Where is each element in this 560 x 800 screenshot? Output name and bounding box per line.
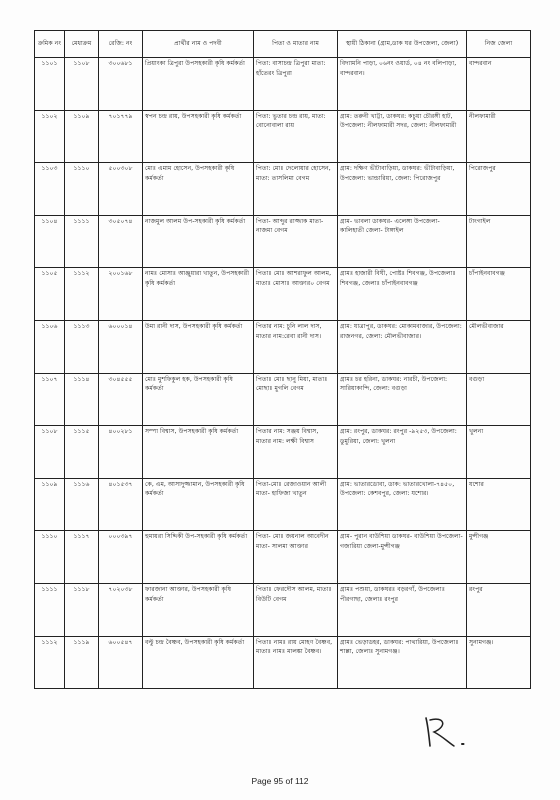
cell-merit: ১১১৩ [65,320,99,373]
cell-merit: ১১১১ [65,215,99,268]
cell-reg-no: ৬০০৫৪৭ [99,636,143,689]
cell-name: নাজমুল আলম উপ-সহকারী কৃষি কর্মকর্তা [143,215,254,268]
table-header-row [35,31,531,58]
cell-name: উমা রানী দাস, উপসহকারী কৃষি কর্মকর্তা [143,320,254,373]
cell-serial: ১১০২ [35,110,65,163]
cell-address: গ্রাম: ভাতারডোবা, ডাক: ভাতারখোলা-৭৪৫০, উপজেলা: কেশবপুর, জেলা: যশোর। [338,478,467,531]
cell-name: মোঃ মুশফিকুল হক, উপসহকারী কৃষি কর্মকর্তা [143,373,254,426]
cell-serial: ১১০৬ [35,320,65,373]
header-name-designation: প্রার্থীর নাম ও পদবী [143,31,254,58]
cell-address: গ্রাম: তরুনী খাট্টা, ডাকঘর: কচুয়া চৌরঙ্গী হাট, উপজেলা: নীলফামারী সদর, জেলা: নীলফামারী [338,110,467,163]
cell-reg-no: ৩০৫০৭৪ [99,215,143,268]
cell-serial: ১১০১ [35,58,65,111]
cell-reg-no: ০০০৩৯৭ [99,531,143,584]
cell-district: বান্দরবান [467,58,531,111]
cell-serial: ১১০৮ [35,426,65,479]
cell-merit: ১১১৫ [65,426,99,479]
page-number-footer: Page 95 of 112 [251,776,309,786]
cell-serial: ১১০৯ [35,478,65,531]
cell-name: হুমায়রা সিদ্দিকী উপ-সহকারী কৃষি কর্মকর্তা [143,531,254,584]
cell-serial: ১১০৭ [35,373,65,426]
cell-address: গ্রাম: দক্ষিণ ভীটাবাড়িয়া, ডাকঘর: ভীটাবাড়িয়া, উপজেলা: ভান্ডারিয়া, জেলা: পিরোজপুর [338,163,467,216]
cell-district: খুলনা [467,426,531,479]
cell-address: গ্রামঃ হাজারী বিঘী, পোষ্টঃ শিবগঞ্জ, উপজেলাঃ শিবগঞ্জ, জেলাঃ চাঁপাইনবাবগঞ্জ [338,268,467,321]
cell-district: টাংগাইল [467,215,531,268]
table-row [35,531,531,584]
cell-name: ফারজানা আক্তার, উপসহকারী কৃষি কর্মকর্তা [143,583,254,636]
cell-merit: ১১১৭ [65,531,99,584]
cell-reg-no: ৪০০২৮১ [99,426,143,479]
cell-serial: ১১০৪ [35,215,65,268]
cell-district: বগুড়া [467,373,531,426]
table-row [35,163,531,216]
cell-name: মোঃ এমাম হোসেন, উপসহকারী কৃষি কর্মকর্তা [143,163,254,216]
cell-merit: ১১০৯ [65,110,99,163]
cell-address: গ্রামঃ পশুয়া, ডাকঘরঃ বড়রগাঁ, উপজেলাঃ পীরগাছা, জেলাঃ রংপুর [338,583,467,636]
cell-parents: পিতাঃ মোঃ ছানু মিয়া, মাতাঃ মোছাঃ মুগলি বেগম [254,373,338,426]
cell-district: মৌলভীবাজার [467,320,531,373]
cell-name: নামঃ মোসাঃ আঞ্জুয়ারা খাতুন, উপসহকারী কৃষি কর্মকর্তা [143,268,254,321]
cell-district: যশোর [467,478,531,531]
cell-reg-no: ২০০১৬৮ [99,268,143,321]
cell-parents: পিতাঃ মোঃ আশরাফুল আলম, মাতাঃ মোসাঃ আক্তার০ বেগম [254,268,338,321]
cell-parents: পিতার নাম: চুনি লাল দাস, মাতার নাম:রেবা রানী দাস। [254,320,338,373]
cell-address: গ্রাম: রংপুর, ডাকঘর: রংপুর -৯২৫৩, উপজেলা: ডুমুরিয়া, জেলা: খুলনা [338,426,467,479]
cell-reg-no: ৭০২০৩৮ [99,583,143,636]
header-merit: মেধাক্রম [65,31,99,58]
table-row [35,426,531,479]
cell-parents: পিতা- আব্দুর রাজ্জাক মাতা- নাজমা বেগম [254,215,338,268]
cell-reg-no: ৪০১৫৩৭ [99,478,143,531]
handwritten-signature [418,712,478,752]
cell-district: রংপুর [467,583,531,636]
cell-reg-no: ৬০০০১৪ [99,320,143,373]
cell-merit: ১১১০ [65,163,99,216]
header-parents: পিতা ও মাতার নাম [254,31,338,58]
cell-address: গ্রাম- ভাবলা ডাকঘর- এলেঙ্গা উপজেলা- কালিহাতী জেলা- টাঙ্গাইল [338,215,467,268]
cell-address: গ্রামঃ ভেড়াডহর, ডাকঘর: পাথারিয়া, উপজেলাঃ শাল্লা, জেলাঃ সুনামগঞ্জ। [338,636,467,689]
header-reg-no: রেজি: নং [99,31,143,58]
cell-name: সম্পা বিশ্বাস, উপসহকারী কৃষি কর্মকর্তা [143,426,254,479]
cell-serial: ১১১২ [35,636,65,689]
cell-serial: ১১০৩ [35,163,65,216]
cell-district: নীলফামারী [467,110,531,163]
cell-reg-no: ৫০০৩০৮ [99,163,143,216]
cell-parents: পিতা- মোঃ জয়নাল আবেদীন মাতা- সালমা আক্তার [254,531,338,584]
cell-parents: পিতার নাম: সঞ্জয় বিশ্বাস, মাতার নাম: লক্ষী বিশ্বাস [254,426,338,479]
table-row [35,215,531,268]
cell-address: গ্রাম- পুরান বাউশিয়া ডাকঘর- বাউশিয়া উপজেলা- গজারিয়া জেলা-মুন্সীগঞ্জ [338,531,467,584]
table-row [35,268,531,321]
table-row [35,583,531,636]
cell-merit: ১১১২ [65,268,99,321]
cell-address: গ্রামঃ চর হরিনা, ডাকঘর: নারচী, উপজেলা: সারিয়াকান্দি, জেলা: বগুড়া [338,373,467,426]
table-row [35,110,531,163]
cell-reg-no: ৩০৪৫৫৫ [99,373,143,426]
cell-parents: পিতা-মোঃ রেজাওয়ান আলী মাতা- হাফিজা খাতুন [254,478,338,531]
cell-address: বিদ্যামনি পাড়া, ০৬নং ওয়ার্ড, ০৪ নং বলিপাড়া, বান্দরবান। [338,58,467,111]
cell-reg-no: ৭০১৭৭৯ [99,110,143,163]
cell-parents: পিতা: বাসাচন্দ্র ত্রিপুরা মাতা: হাঁতেরং ত্রিপুরা [254,58,338,111]
cell-name: স্বপন চন্দ্র রায়, উপসহকারী কৃষি কর্মকর্তা [143,110,254,163]
cell-serial: ১১০৫ [35,268,65,321]
cell-merit: ১১১৪ [65,373,99,426]
candidate-table [34,30,531,689]
cell-merit: ১১১৯ [65,636,99,689]
table-row [35,320,531,373]
cell-parents: পিতাঃ নামঃ রায় মোহণ বৈষ্ণব, মাতাঃ নামঃ মালঙ্কা বৈষ্ণব। [254,636,338,689]
header-address: স্থায়ী ঠিকানা (গ্রাম,ডাক ঘর উপজেলা, জেলা) [338,31,467,58]
cell-district: সুনামগঞ্জ। [467,636,531,689]
cell-district: পিরোজপুর [467,163,531,216]
table-row [35,373,531,426]
cell-serial: ১১১১ [35,583,65,636]
table-row [35,636,531,689]
table-row [35,478,531,531]
cell-parents: পিতা: ভুতার চন্দ্র রায়, মাতা: বোনোবালা রায় [254,110,338,163]
header-home-district: নিজ জেলা [467,31,531,58]
cell-reg-no: ৩০০৬৮১ [99,58,143,111]
cell-parents: পিতাঃ ফেরদৌস আলম, মাতাঃ বিউটি বেগম [254,583,338,636]
cell-parents: পিতা: মোঃ দেলোয়ার হোসেন, মাতা: তাসলিমা বেগম [254,163,338,216]
cell-serial: ১১১০ [35,531,65,584]
table-row [35,58,531,111]
cell-name: বল্টু চন্দ্র বৈষ্ণব, উপসহকারী কৃষি কর্মকর্তা [143,636,254,689]
cell-name: প্রিয়াংকা ত্রিপুরা উপসহকারী কৃষি কর্মকর্তা [143,58,254,111]
cell-merit: ১১১৮ [65,583,99,636]
cell-name: কে, এম, আসাদুজ্জামান, উপসহকারী কৃষি কর্মকর্তা [143,478,254,531]
cell-district: চাঁপাইনবাবগঞ্জ [467,268,531,321]
cell-address: গ্রাম: যাত্রাপুর, ডাকঘর: মোকামবাজার, উপজেলা: রাজনগর, জেলা: মৌলভীবাজার। [338,320,467,373]
cell-merit: ১১১৬ [65,478,99,531]
cell-district: মুন্সীগঞ্জ [467,531,531,584]
header-serial: ক্রমিক নং [35,31,65,58]
cell-merit: ১১০৮ [65,58,99,111]
